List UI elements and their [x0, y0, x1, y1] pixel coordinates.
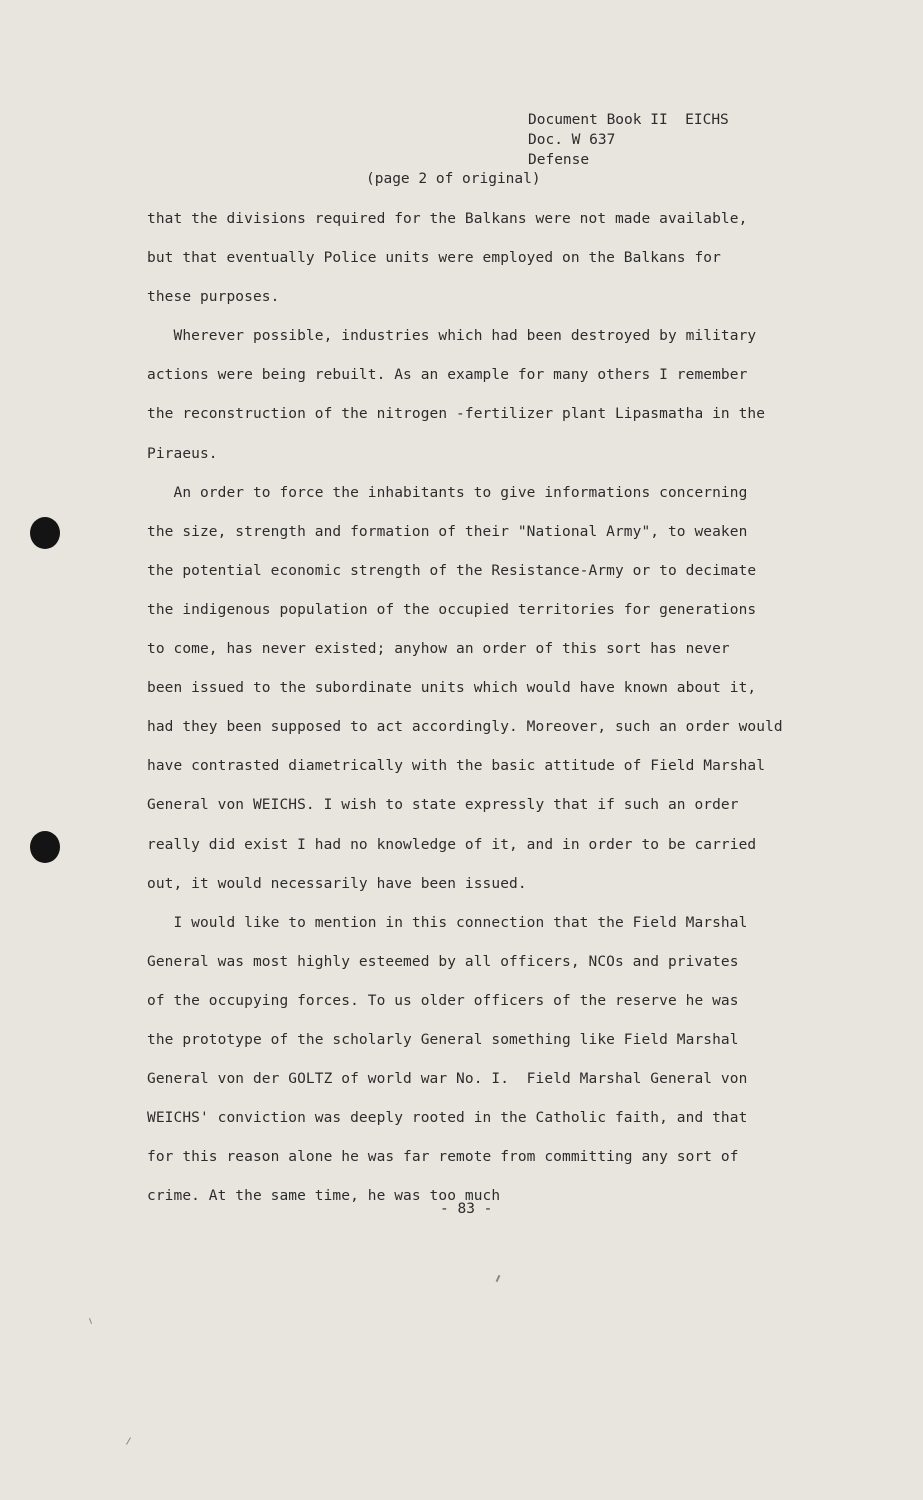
- paper-speck: [126, 1437, 131, 1444]
- page-number: - 83 -: [440, 1201, 493, 1217]
- body-line: actions were being rebuilt. As an example for many others I remember: [147, 367, 748, 384]
- body-line: of the occupying forces. To us older officers of the reserve he was: [147, 992, 739, 1009]
- body-line: really did exist I had no knowledge of it, and in order to be carried: [147, 836, 757, 853]
- body-line: I would like to mention in this connection that the Field Marshal: [147, 914, 748, 931]
- body-line: the potential economic strength of the Resistance-Army or to decimate: [147, 562, 757, 579]
- body-line: the size, strength and formation of their "National Army", to weaken: [147, 523, 748, 540]
- punch-hole-top: [30, 517, 60, 549]
- page-of-original-note: (page 2 of original): [366, 171, 541, 187]
- header-defense-line: Defense: [528, 152, 590, 168]
- body-line: had they been supposed to act accordingly. Moreover, such an order would: [147, 719, 783, 736]
- body-line: these purposes.: [147, 289, 280, 306]
- body-line: Wherever possible, industries which had been destroyed by military: [147, 328, 757, 345]
- body-text: [147, 205, 847, 1221]
- paper-speck: [496, 1275, 501, 1282]
- body-line: the prototype of the scholarly General something like Field Marshal: [147, 1031, 739, 1048]
- body-line: WEICHS' conviction was deeply rooted in the Catholic faith, and that: [147, 1110, 748, 1127]
- body-line: crime. At the same time, he was too much: [147, 1188, 501, 1205]
- body-line: been issued to the subordinate units which would have known about it,: [147, 680, 757, 697]
- body-line: General von der GOLTZ of world war No. I. Field Marshal General von: [147, 1071, 748, 1088]
- body-line: for this reason alone he was far remote from committing any sort of: [147, 1149, 739, 1166]
- body-line: to come, has never existed; anyhow an order of this sort has never: [147, 641, 730, 658]
- body-line: have contrasted diametrically with the basic attitude of Field Marshal: [147, 758, 766, 775]
- body-line: the indigenous population of the occupied territories for generations: [147, 601, 757, 618]
- document-header: [528, 110, 729, 170]
- header-book-line: Document Book II EICHS: [528, 112, 729, 128]
- body-line: General von WEICHS. I wish to state expressly that if such an order: [147, 797, 739, 814]
- header-doc-line: Doc. W 637: [528, 132, 616, 148]
- paper-speck: [89, 1318, 92, 1324]
- body-line: but that eventually Police units were employed on the Balkans for: [147, 250, 721, 267]
- body-line: An order to force the inhabitants to give informations concerning: [147, 484, 748, 501]
- body-line: out, it would necessarily have been issued.: [147, 875, 527, 892]
- punch-hole-bottom: [30, 831, 60, 863]
- body-line: General was most highly esteemed by all officers, NCOs and privates: [147, 953, 739, 970]
- body-line: Piraeus.: [147, 445, 218, 462]
- body-line: that the divisions required for the Balkans were not made available,: [147, 211, 748, 227]
- body-line: the reconstruction of the nitrogen -fertilizer plant Lipasmatha in the: [147, 406, 766, 423]
